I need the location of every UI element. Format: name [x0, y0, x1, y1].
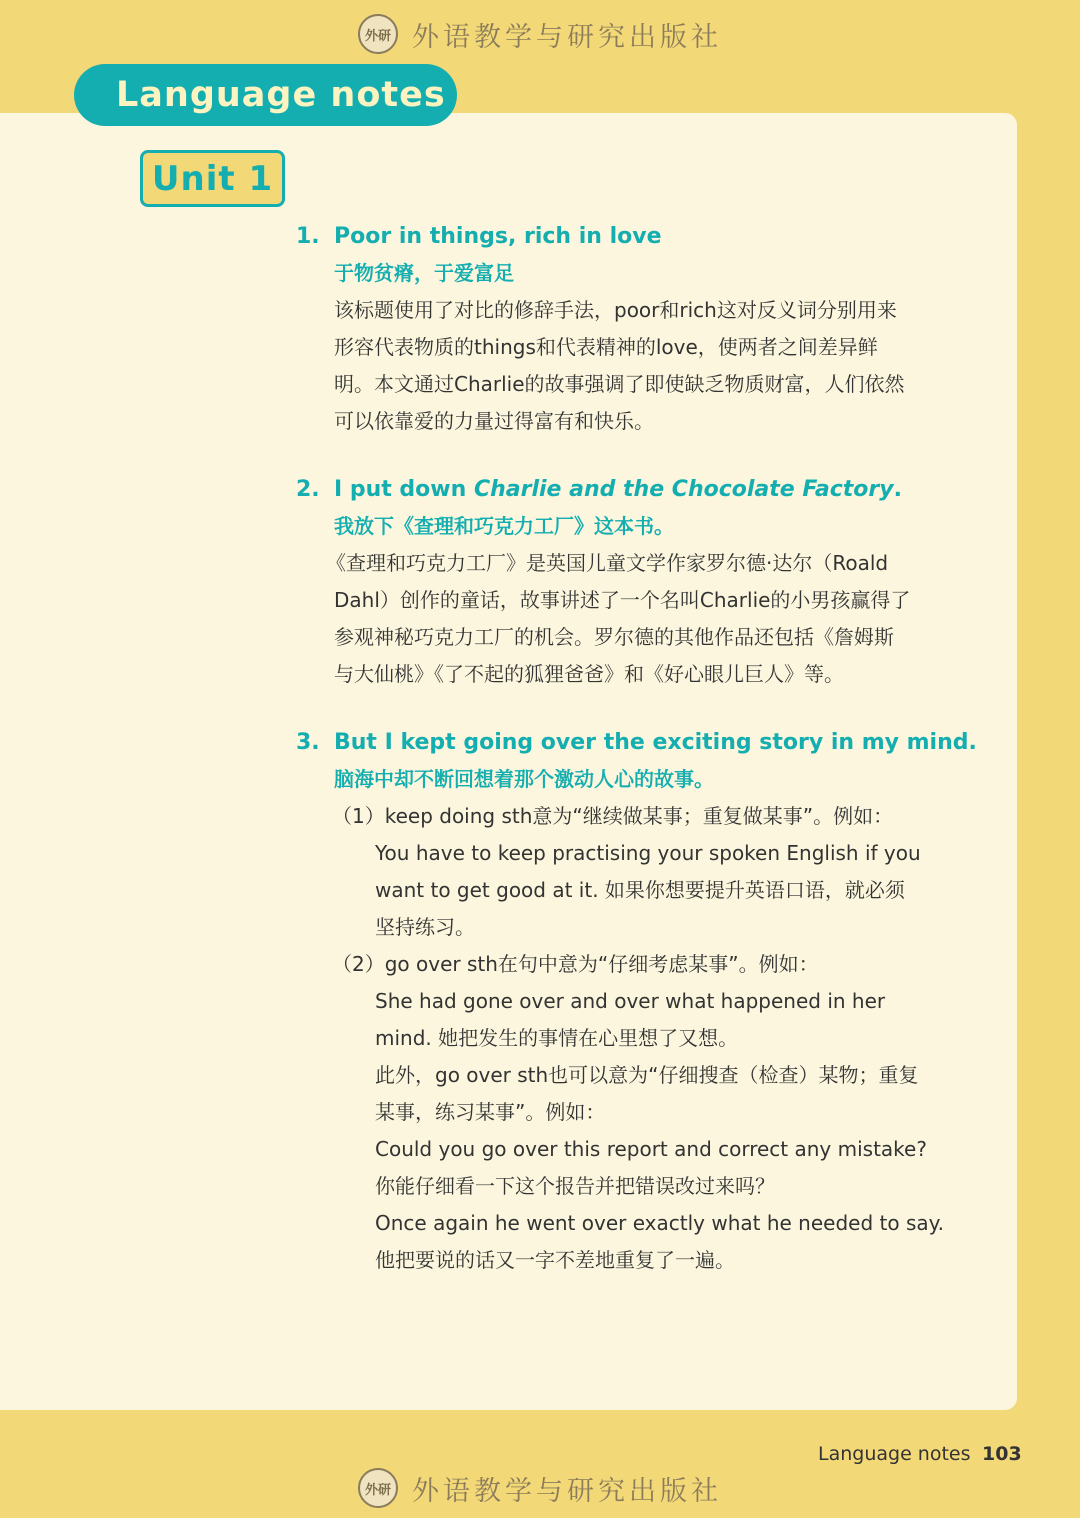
body-line: 明。本文通过Charlie的故事强调了即使缺乏物质财富，人们依然: [334, 372, 905, 396]
sub-point-1-lead: （1）keep doing sth意为“继续做某事；重复做某事”。例如：: [332, 804, 894, 828]
publisher-footer: [0, 1458, 1080, 1518]
note-title-prefix: I put down: [334, 477, 474, 502]
publisher-name: 外语教学与研究出版社: [412, 21, 722, 53]
footer-section-label: Language notes: [818, 1443, 971, 1465]
body-line: 形容代表物质的things和代表精神的love，使两者之间差异鲜: [334, 335, 878, 359]
page-number: 103: [982, 1443, 1022, 1465]
body-line: 可以依靠爱的力量过得富有和快乐。: [334, 409, 654, 433]
note-number: 3.: [296, 730, 320, 755]
body-line: 参观神秘巧克力工厂的机会。罗尔德的其他作品还包括《詹姆斯: [334, 625, 894, 649]
note-heading: [296, 725, 996, 761]
body-line: 该标题使用了对比的修辞手法，poor和rich这对反义词分别用来: [334, 298, 897, 322]
note-translation: 脑海中却不断回想着那个激动人心的故事。: [334, 767, 714, 791]
book-title: Charlie and the Chocolate Factory: [473, 477, 894, 502]
section-banner: Language notes: [74, 64, 457, 126]
body-line: 《查理和巧克力工厂》是英国儿童文学作家罗尔德·达尔（Roald: [326, 551, 889, 575]
note-3: [296, 725, 996, 1279]
example-line: Once again he went over exactly what he needed to say.: [375, 1211, 944, 1235]
note-2: [296, 472, 996, 693]
body-line: Dahl）创作的童话，故事讲述了一个名叫Charlie的小男孩赢得了: [334, 588, 911, 612]
publisher-name: 外语教学与研究出版社: [412, 1475, 722, 1507]
example-line: 他把要说的话又一字不差地重复了一遍。: [375, 1248, 735, 1272]
sub-point-2-lead: （2）go over sth在句中意为“仔细考虑某事”。例如：: [332, 952, 819, 976]
example-line: 你能仔细看一下这个报告并把错误改过来吗？: [375, 1174, 775, 1198]
publisher-logo-icon: 外研: [358, 1468, 398, 1508]
example-line: She had gone over and over what happened in her: [375, 989, 886, 1013]
example-line: mind. 她把发生的事情在心里想了又想。: [375, 1026, 739, 1050]
example-line: 坚持练习。: [375, 915, 475, 939]
example-line: 此外，go over sth也可以意为“仔细搜查（检查）某物；重复: [375, 1063, 919, 1087]
body-line: 与大仙桃》《了不起的狐狸爸爸》和《好心眼儿巨人》等。: [334, 662, 844, 686]
publisher-logo-icon: 外研: [358, 14, 398, 54]
note-heading: [296, 219, 996, 255]
note-title: [334, 477, 902, 502]
note-title-suffix: .: [893, 477, 902, 502]
example-line: want to get good at it. 如果你想要提升英语口语，就必须: [375, 878, 905, 902]
unit-badge: Unit 1: [140, 150, 285, 207]
note-heading: [296, 472, 996, 508]
note-translation: 我放下《查理和巧克力工厂》这本书。: [334, 514, 674, 538]
note-title: But I kept going over the exciting story in my mind.: [334, 730, 977, 755]
note-number: 1.: [296, 224, 320, 249]
note-title: Poor in things, rich in love: [334, 224, 662, 249]
note-number: 2.: [296, 477, 320, 502]
note-1: [296, 219, 996, 440]
note-translation: 于物贫瘠，于爱富足: [334, 261, 514, 285]
example-line: Could you go over this report and correct any mistake?: [375, 1137, 927, 1161]
example-line: You have to keep practising your spoken English if you: [375, 841, 921, 865]
example-line: 某事，练习某事”。例如：: [375, 1100, 606, 1124]
publisher-header: [0, 4, 1080, 64]
